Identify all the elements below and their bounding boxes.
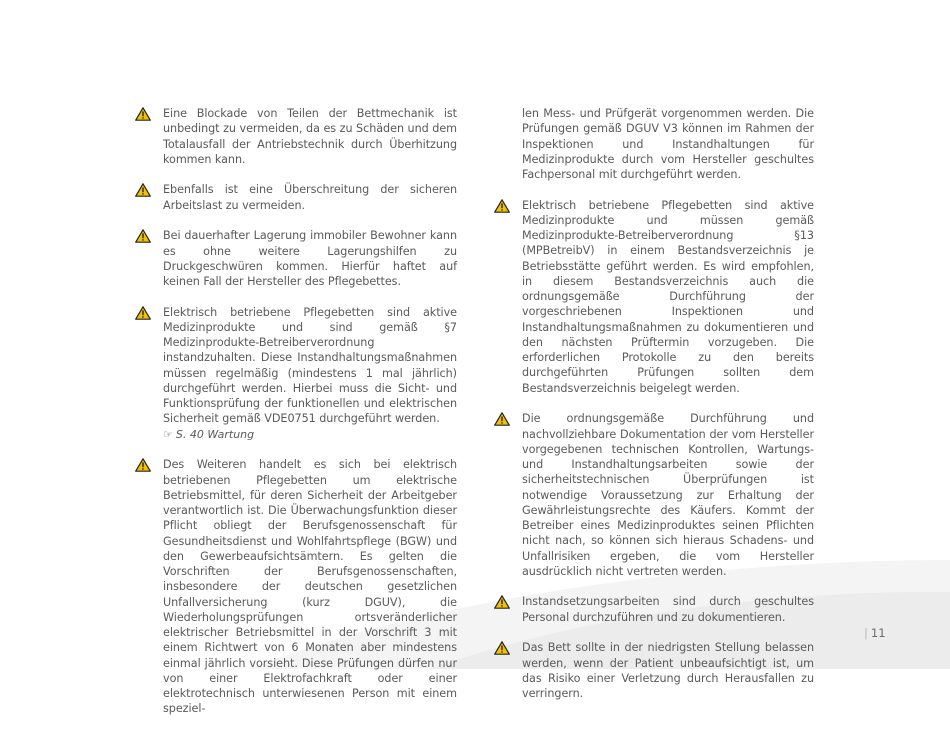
warning-note <box>135 305 457 442</box>
warning-triangle-icon <box>135 183 151 197</box>
warning-triangle-icon <box>135 458 151 472</box>
warning-triangle-icon <box>494 641 510 655</box>
note-text: Die ordnungsgemäße Durchführung und nachvollziehbare Dokumentation der vom Hersteller vorgegebenen technischen Kontrollen, Wartungs- und Instandhaltungsarbeiten sowie der sicherheitstechnischen Überprüfungen ist notwendige Voraussetzung zur Erhaltung der Gewährleistungsrechte des Käufers. Kommt der Betreiber eines Medizinproduktes seinen Pflichten nicht nach, so können sich hieraus Schadens- und Unfallrisiken ergeben, die vom Hersteller ausdrücklich nicht vertreten werden. <box>522 412 814 578</box>
warning-note <box>494 640 814 701</box>
warning-triangle-icon <box>135 306 151 320</box>
warning-triangle-icon <box>494 595 510 609</box>
note-text: Bei dauerhafter Lagerung immobiler Bewohner kann es ohne weitere Lagerungshilfen zu Druckgeschwüren kommen. Hierfür haftet auf keinen Fall der Hersteller des Pflegebettes. <box>163 229 457 289</box>
note-text: len Mess- und Prüfgerät vorgenommen werden. Die Prüfungen gemäß DGUV V3 können im Rahmen der Inspektionen und Instandhaltungen für Medizinprodukte durch vom Hersteller geschultes Fachpersonal mit durchgeführt werden. <box>522 107 814 181</box>
warning-note <box>135 106 457 167</box>
warning-note <box>135 228 457 289</box>
note-text: Elektrisch betriebene Pflegebetten sind aktive Medizinprodukte und sind gemäß §7 Medizinprodukte-Betreiberverordnung instandzuhalten. Diese Instandhaltungsmaßnahmen müssen regelmäßig (mindestens 1 mal jährlich) durchgeführt werden. Hierbei muss die Sicht- und Funktionsprüfung der funktionellen und elektrischen Sicherheit gemäß VDE0751 durchgeführt werden. <box>163 305 457 426</box>
warning-note <box>494 594 814 625</box>
warning-note <box>135 182 457 213</box>
note-text: Elektrisch betriebene Pflegebetten sind aktive Medizinprodukte und müssen gemäß Medizinprodukte-Betreiberverordnung §13 (MPBetreibV) in einem Bestandsverzeichnis je Betriebsstätte geführt werden. Es wird empfohlen, in diesem Bestandsverzeichnis auch die ordnungsgemäße Durchführung der vorgeschriebenen Inspektionen und Instandhaltungsmaßnahmen zu dokumentieren und den nächsten Prüftermin vorzugeben. Die erforderlichen Protokolle zu den bereits durchgeführten Prüfungen sollten dem Bestandsverzeichnis beigelegt werden. <box>522 198 814 395</box>
page-number <box>864 626 886 640</box>
page-reference-link[interactable] <box>163 427 457 442</box>
note-text: Ebenfalls ist eine Überschreitung der sicheren Arbeitslast zu vermeiden. <box>163 183 457 212</box>
note-text: Des Weiteren handelt es sich bei elektrisch betriebenen Pflegebetten um elektrische Betriebsmittel, für deren Sicherheit der Arbeitgeber verantwortlich ist. Die Überwachungsfunktion dieser Pflicht obliegt der Berufsgenossenschaft für Gesundheitsdienst und Wohlfahrtspflege (BGW) und den Gewerbeaufsichtsämtern. Es gelten die Vorschriften der Berufsgenossenschaften, insbesondere der deutschen gesetzlichen Unfallversicherung (kurz DGUV), die Wiederholungsprüfungen ortsveränderlicher elektrischer Betriebsmittel in der Vorschrift 3 mit einem Richtwert von 6 Monaten aber mindestens einmal jährlich vorsieht. Diese Prüfungen dürfen nur von einer Elektrofachkraft oder einer elektrotechnisch unterwiesenen Person mit einem speziel- <box>163 458 457 716</box>
right-column <box>494 106 814 717</box>
warning-note <box>135 457 457 716</box>
warning-triangle-icon <box>494 412 510 426</box>
warning-note <box>494 198 814 396</box>
page-number-divider: | <box>864 626 868 640</box>
note-text: Instandsetzungsarbeiten sind durch geschultes Personal durchzuführen und zu dokumentieren. <box>522 595 814 624</box>
left-column <box>135 106 457 732</box>
note-text: Das Bett sollte in der niedrigsten Stellung belassen werden, wenn der Patient unbeaufsichtigt ist, um das Risiko einer Verletzung durch Herausfallen zu verringern. <box>522 641 814 701</box>
warning-note <box>494 411 814 579</box>
warning-triangle-icon <box>135 229 151 243</box>
reference-label: S. 40 Wartung <box>175 427 255 441</box>
warning-triangle-icon <box>494 199 510 213</box>
note-text: Eine Blockade von Teilen der Bettmechanik ist unbedingt zu vermeiden, da es zu Schäden und dem Totalausfall der Antriebstechnik durch Überhitzung kommen kann. <box>163 107 457 166</box>
pointing-hand-icon: ☞ <box>163 427 173 441</box>
warning-triangle-icon <box>135 107 151 121</box>
continued-text <box>494 106 814 182</box>
page-number-value: 11 <box>870 626 886 640</box>
